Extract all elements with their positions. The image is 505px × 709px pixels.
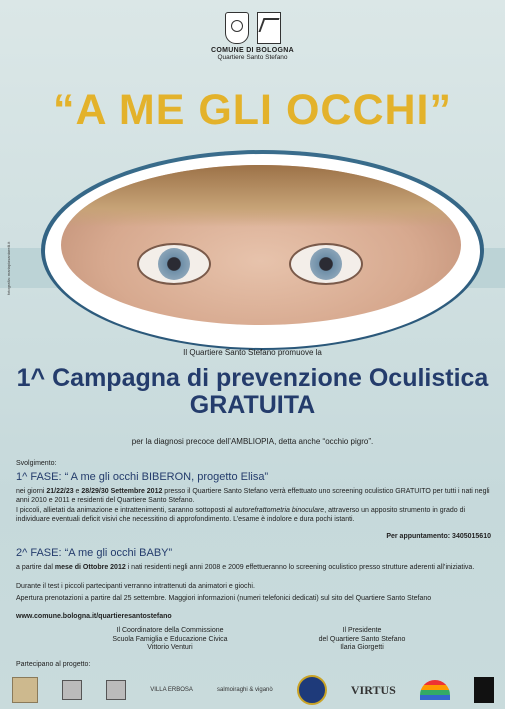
fase2-text: a partire dal mese di Ottobre 2012 i nati residenti negli anni 2008 e 2009 effettueranno lo screening oculistico presso strutture aderenti all’iniziativa. — [16, 564, 475, 571]
sponsor-virtus: VIRTUS — [350, 682, 396, 697]
headline-line1: 1^ Campagna di prevenzione Oculistica — [16, 364, 489, 392]
sponsor-logos — [12, 674, 494, 706]
headline-line2: GRATUITA — [189, 391, 316, 419]
sign1-role: Il Coordinatore della Commissione — [116, 627, 224, 634]
svolgimento-label: Svolgimento: — [16, 460, 57, 467]
diagnosis-line: per la diagnosi precoce dell’AMBLIOPIA, detta anche “occhio pigro”. — [131, 437, 374, 446]
sign1-commission: Scuola Famiglia e Educazione Civica — [112, 635, 228, 643]
headline — [0, 365, 505, 419]
fase1-title: 1^ FASE: “ A me gli occhi BIBERON, progetto Elisa” — [16, 471, 269, 483]
poster-title: “A ME GLI OCCHI” — [52, 86, 452, 134]
fase1-text: nei giorni 21/22/23 e 28/29/30 Settembre 2012 presso il Quartiere Santo Stefano verrà effettuato uno screening oculistico GRATUITO per tutti i nati negli anni 2010 e 2011 e residenti del Quartiere Santo Stefano. — [16, 488, 490, 504]
signature-coordinator — [70, 627, 270, 653]
bologna-crest-icon — [225, 12, 249, 44]
header — [0, 12, 505, 61]
black-logo-icon — [474, 677, 494, 703]
quartiere-logo-icon — [257, 12, 281, 44]
header-logos — [0, 12, 505, 44]
fase1-description: I piccoli, allietati da animazione e intrattenimenti, saranno sottoposti al autorefrattometria binoculare, attraverso un apposito strumento in grado di individuare eventuali deficit visivi che necessitino di approfondimento. L’esame è indolore e dura pochi istanti. — [16, 507, 466, 523]
left-eye — [137, 243, 211, 285]
sponsor-logo-1 — [12, 677, 38, 703]
comune-name: COMUNE DI BOLOGNA — [211, 47, 294, 54]
lions-logo-icon — [297, 675, 327, 705]
sponsor-villa-erbosa: VILLA ERBOSA — [150, 687, 193, 693]
sign1-name: Vittorio Venturi — [147, 644, 193, 651]
appointment-phone: Per appuntamento: 3405015610 — [386, 533, 491, 540]
quartiere-name: Quartiere Santo Stefano — [217, 54, 288, 61]
hair — [61, 165, 461, 227]
sign2-name: Ilaria Giorgetti — [340, 644, 384, 651]
sign2-role: Il Presidente — [342, 627, 382, 634]
sponsor-salmoiraghi: salmoiraghi & viganò — [217, 687, 273, 693]
right-eye — [289, 243, 363, 285]
right-iris — [310, 248, 342, 280]
website-link[interactable]: www.comune.bologna.it/quartieresantostefano — [16, 613, 172, 620]
photo-credit: fotografia: mariapiasantarelli.it — [6, 241, 11, 295]
participants-label: Partecipano al progetto: — [16, 661, 91, 668]
sponsor-logo-3 — [106, 680, 126, 700]
fase2-apertura: Apertura prenotazioni a partire dal 25 settembre. Maggiori informazioni (numeri telefonici dedicati) sul sito del Quartiere Santo Stefano — [16, 595, 432, 602]
rainbow-logo-icon — [420, 680, 450, 700]
sponsor-logo-2 — [62, 680, 82, 700]
promo-line: Il Quartiere Santo Stefano promuove la — [183, 348, 322, 357]
left-iris — [158, 248, 190, 280]
sign2-org: del Quartiere Santo Stefano — [318, 635, 406, 643]
fase2-title: 2^ FASE: “A me gli occhi BABY” — [16, 547, 173, 559]
fase2-durante: Durante il test i piccoli partecipanti verranno intrattenuti da animatori e giochi. — [16, 583, 255, 590]
child-eyes-photo — [61, 165, 461, 325]
signature-president — [262, 627, 462, 653]
